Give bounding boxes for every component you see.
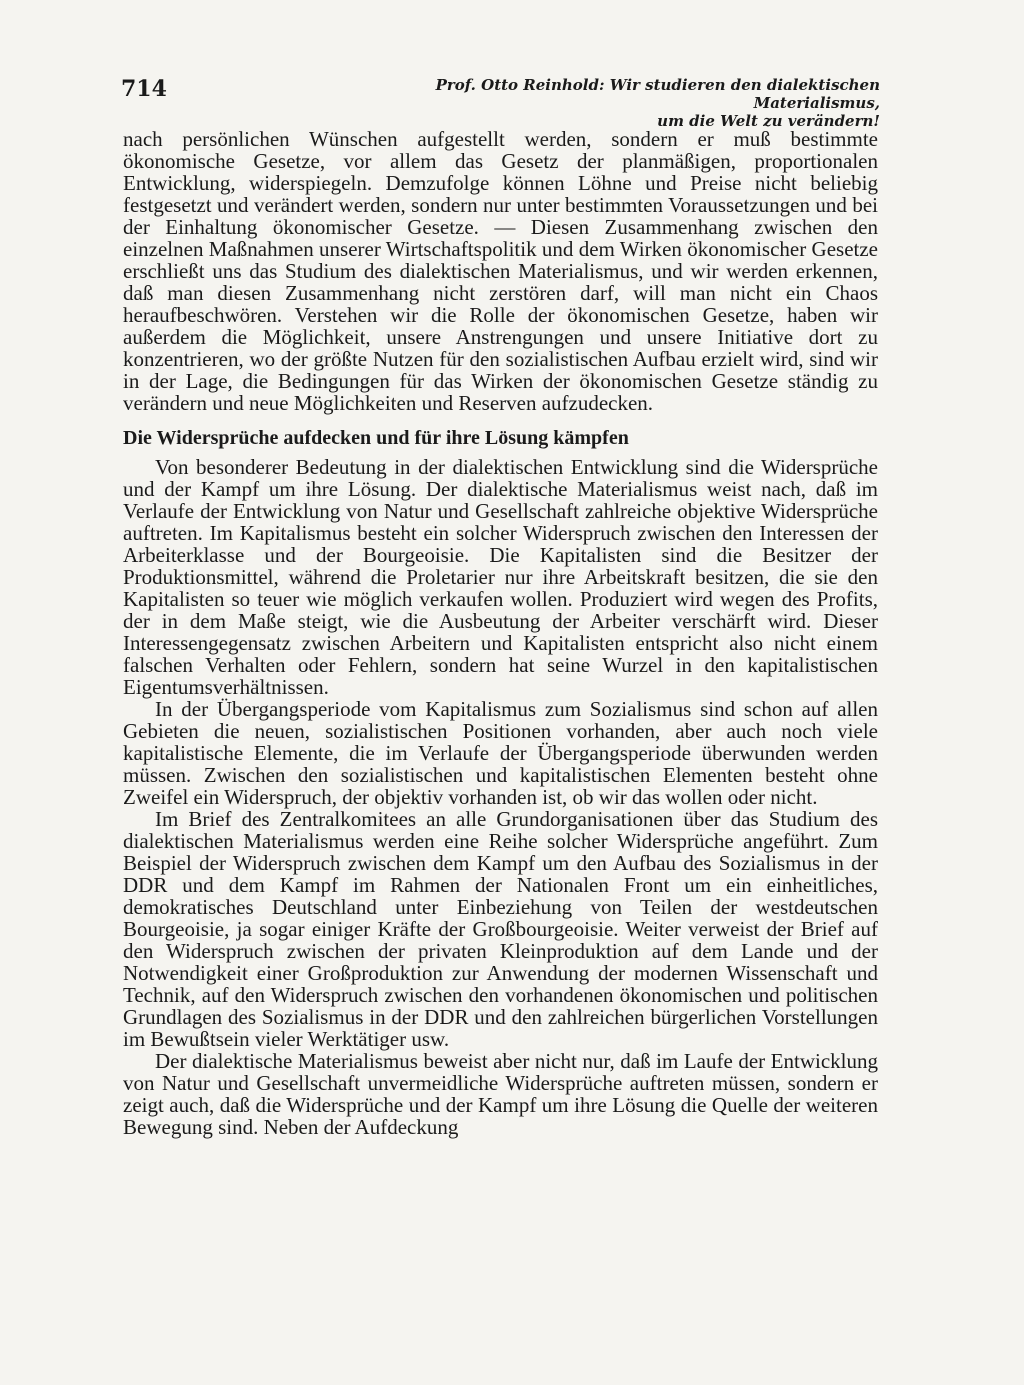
running-head-line-1: Prof. Otto Reinhold: Wir studieren den dialektischen Materialismus, (435, 76, 880, 112)
section-heading: Die Widersprüche aufdecken und für ihre Lösung kämpfen (123, 427, 629, 449)
paragraph: Der dialektische Materialismus beweist aber nicht nur, daß im Laufe der Entwicklung von Natur und Gesellschaft unvermeidliche Widersprüche auftreten müssen, sondern er zeigt auch, daß die Widersprüche und der Kampf um ihre Lösung die Quelle der weiteren Bewegung sind. Neben der Aufdeckung (123, 1049, 878, 1139)
paragraph: In der Übergangsperiode vom Kapitalismus zum Sozialismus sind schon auf allen Gebieten die neuen, sozialistischen Positionen vorhanden, aber auch noch viele kapitalistische Elemente, die im Verlaufe der Übergangsperiode überwunden werden müssen. Zwischen den sozialistischen und kapitalistischen Elementen besteht ohne Zweifel ein Widerspruch, der objektiv vorhanden ist, ob wir das wollen oder nicht. (123, 697, 878, 809)
page-number: 714 (121, 76, 167, 102)
running-head (340, 76, 880, 130)
paragraph: Im Brief des Zentralkomitees an alle Grundorganisationen über das Studium des dialektischen Materialismus werden eine Reihe solcher Widersprüche angeführt. Zum Beispiel der Widerspruch zwischen dem Kampf um den Aufbau des Sozialismus in der DDR und dem Kampf im Rahmen der Nationalen Front um ein einheitliches, demokratisches Deutschland unter Einbeziehung von Teilen der westdeutschen Bourgeoisie, ja sogar einiger Kräfte der Großbourgeoisie. Weiter verweist der Brief auf den Widerspruch zwischen der privaten Kleinproduktion auf dem Lande und der Notwendigkeit einer Großproduktion zur Anwendung der modernen Wissenschaft und Technik, auf den Widerspruch zwischen den vorhandenen ökonomischen und politischen Grundlagen des Sozialismus in der DDR und den zahlreichen bürgerlichen Vorstellungen im Bewußtsein vieler Werktätiger usw. (123, 807, 878, 1051)
running-head-line-2: um die Welt zu verändern! (657, 112, 880, 130)
paragraph: nach persönlichen Wünschen aufgestellt werden, sondern er muß bestimmte ökonomische Gesetze, vor allem das Gesetz der planmäßigen, proportionalen Entwicklung, widerspiegeln. Demzufolge können Löhne und Preise nicht beliebig festgesetzt und verändert werden, sondern nur unter bestimmten Voraussetzungen und bei der Einhaltung ökonomischer Gesetze. — Diesen Zusammenhang zwischen den einzelnen Maßnahmen unserer Wirtschaftspolitik und dem Wirken ökonomischer Gesetze erschließt uns das Studium des dialektischen Materialismus, und wir werden erkennen, daß man diesen Zusammenhang nicht zerstören darf, will man nicht ein Chaos heraufbeschwören. Verstehen wir die Rolle der ökonomischen Gesetze, haben wir außerdem die Möglichkeit, unsere Anstrengungen und unsere Initiative dort zu konzentrieren, wo der größte Nutzen für den sozialistischen Aufbau erzielt wird, sind wir in der Lage, die Bedingungen für das Wirken der ökonomischen Gesetze ständig zu verändern und neue Möglichkeiten und Reserven aufzudecken. (123, 127, 878, 415)
body-text (123, 128, 878, 1138)
paragraph: Von besonderer Bedeutung in der dialektischen Entwicklung sind die Widersprüche und der Kampf um ihre Lösung. Der dialektische Materialismus weist nach, daß im Verlaufe der Entwicklung von Natur und Gesellschaft zahlreiche objektive Widersprüche auftreten. Im Kapitalismus besteht ein solcher Widerspruch zwischen den Interessen der Arbeiterklasse und der Bourgeoisie. Die Kapitalisten sind die Besitzer der Produktionsmittel, während die Proletarier nur ihre Arbeitskraft besitzen, die sie den Kapitalisten so teuer wie möglich verkaufen wollen. Produziert wird wegen des Profits, der in dem Maße steigt, wie die Ausbeutung der Arbeiter verschärft wird. Dieser Interessengegensatz zwischen Arbeitern und Kapitalisten entspricht also nicht einem falschen Verhalten oder Fehlern, sondern hat seine Wurzel in den kapitalistischen Eigentumsverhältnissen. (123, 455, 878, 699)
